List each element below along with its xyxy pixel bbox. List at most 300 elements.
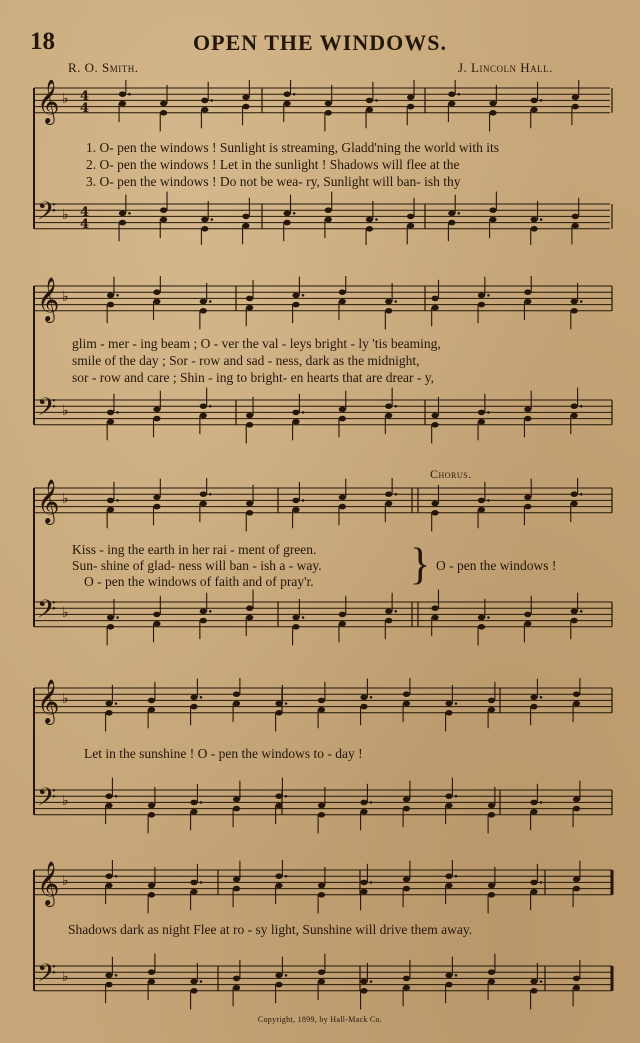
dot [394, 493, 397, 496]
note-head [105, 883, 112, 889]
note-head [573, 976, 580, 982]
note-head [573, 806, 580, 812]
note-head [448, 101, 455, 107]
note-head [524, 612, 531, 618]
note-head [153, 407, 160, 413]
note-head [148, 698, 155, 704]
note-head [148, 969, 155, 975]
note-head [105, 873, 112, 879]
note-head [571, 501, 578, 507]
note-head [385, 299, 392, 305]
dot [116, 411, 119, 414]
lyric-line-verse-1: glim - mer - ing beam ; O - ver the val - leys bright - ly 'tis beaming, [72, 336, 441, 351]
note-head [233, 691, 240, 697]
note-head [431, 305, 438, 311]
dot [394, 300, 397, 303]
note-head [573, 701, 580, 707]
lyric-line-chorus: Let in the sunshine ! O - pen the windows to - day ! [84, 746, 363, 761]
note-head [242, 214, 249, 220]
note-head [190, 809, 197, 815]
note-head [275, 982, 282, 988]
note-head [201, 107, 208, 113]
note-head [488, 969, 495, 975]
note-head [201, 98, 208, 104]
note-head [403, 691, 410, 697]
dot [458, 93, 461, 96]
note-head [488, 698, 495, 704]
dot [211, 218, 214, 221]
note-head [325, 217, 332, 223]
dot [580, 405, 583, 408]
note-head [385, 609, 392, 615]
note-head [318, 979, 325, 985]
note-head [339, 612, 346, 618]
dot [285, 702, 288, 705]
note-head [292, 302, 299, 308]
note-head [478, 419, 485, 425]
note-head [385, 308, 392, 314]
note-head [488, 979, 495, 985]
dot [394, 610, 397, 613]
dot [302, 616, 305, 619]
note-head [403, 976, 410, 982]
dot [540, 980, 543, 983]
treble-clef-icon: 𝄞 [37, 277, 60, 322]
note-head [292, 615, 299, 621]
note-head [530, 889, 537, 895]
note-head [531, 217, 538, 223]
note-head [148, 892, 155, 898]
note-head [190, 988, 197, 994]
note-head [200, 491, 207, 497]
note-head [242, 223, 249, 229]
note-head [488, 803, 495, 809]
flat-icon: ♭ [62, 288, 69, 305]
note-head [284, 91, 291, 97]
dot [487, 294, 490, 297]
flat-icon: ♭ [62, 690, 69, 707]
note-head [524, 504, 531, 510]
lyric-line-verse-1: 1. O- pen the windows ! Sunlight is streaming, Gladd'ning the world with its [86, 140, 500, 155]
dot [128, 212, 131, 215]
lyric-line-verse-2: Sun- shine of glad- ness will ban - ish a - way. [72, 558, 322, 573]
note-head [478, 410, 485, 416]
note-head [385, 501, 392, 507]
note-head [360, 809, 367, 815]
note-head [246, 296, 253, 302]
note-head [531, 226, 538, 232]
note-head [160, 217, 167, 223]
note-head [573, 877, 580, 883]
flat-icon: ♭ [62, 968, 69, 985]
note-head [524, 416, 531, 422]
note-head [200, 609, 207, 615]
note-head [292, 410, 299, 416]
dot [394, 405, 397, 408]
note-head [407, 104, 414, 110]
note-head [524, 299, 531, 305]
flat-icon: ♭ [62, 402, 69, 419]
note-head [153, 289, 160, 295]
dot [370, 696, 373, 699]
dot [487, 616, 490, 619]
flat-icon: ♭ [62, 90, 69, 107]
note-head [246, 422, 253, 428]
note-head [339, 416, 346, 422]
note-head [445, 701, 452, 707]
note-head [153, 612, 160, 618]
lyricist-credit: R. O. Smith. [68, 60, 139, 75]
dot [540, 696, 543, 699]
note-head [524, 621, 531, 627]
note-head [339, 407, 346, 413]
note-head [403, 701, 410, 707]
note-head [571, 618, 578, 624]
note-head [571, 308, 578, 314]
note-head [339, 299, 346, 305]
note-head [445, 793, 452, 799]
note-head [572, 223, 579, 229]
dot [209, 610, 212, 613]
note-head [530, 880, 537, 886]
note-head [148, 707, 155, 713]
note-head [119, 211, 126, 217]
note-head [284, 211, 291, 217]
note-head [105, 982, 112, 988]
note-head [524, 495, 531, 501]
note-head [292, 293, 299, 299]
note-head [571, 491, 578, 497]
note-head [366, 98, 373, 104]
note-head [572, 104, 579, 110]
note-head [200, 413, 207, 419]
lyric-line-verse-3: sor - row and care ; Shin - ing to bright- en hearts that are drear - y, [72, 370, 434, 385]
note-head [531, 98, 538, 104]
music-system-3 [0, 478, 640, 653]
note-head [318, 698, 325, 704]
note-head [448, 91, 455, 97]
note-head [119, 101, 126, 107]
note-head [105, 803, 112, 809]
note-head [325, 110, 332, 116]
note-head [448, 220, 455, 226]
note-head [200, 299, 207, 305]
note-head [431, 413, 438, 419]
flat-icon: ♭ [62, 872, 69, 889]
note-head [572, 95, 579, 101]
note-head [201, 217, 208, 223]
note-head [385, 413, 392, 419]
note-head [292, 419, 299, 425]
dot [200, 881, 203, 884]
note-head [107, 410, 114, 416]
bass-clef-icon: 𝄢 [37, 958, 57, 994]
note-head [107, 507, 114, 513]
note-head [572, 214, 579, 220]
note-head [233, 985, 240, 991]
dot [455, 875, 458, 878]
dot [115, 702, 118, 705]
note-head [107, 624, 114, 630]
note-head [233, 877, 240, 883]
dot [293, 93, 296, 96]
bass-clef-icon: 𝄢 [37, 392, 57, 428]
note-head [318, 969, 325, 975]
note-head [478, 507, 485, 513]
note-head [275, 803, 282, 809]
dot [209, 493, 212, 496]
flat-icon: ♭ [62, 206, 69, 223]
note-head [360, 979, 367, 985]
note-head [153, 504, 160, 510]
note-head [339, 495, 346, 501]
note-head [385, 491, 392, 497]
note-head [530, 704, 537, 710]
note-head [246, 615, 253, 621]
note-head [190, 880, 197, 886]
note-head [246, 413, 253, 419]
note-head [148, 803, 155, 809]
note-head [445, 710, 452, 716]
note-head [148, 979, 155, 985]
note-head [148, 812, 155, 818]
dot [540, 99, 543, 102]
dot [455, 702, 458, 705]
time-signature: 4 [80, 101, 90, 117]
chorus-label: Chorus. [430, 467, 472, 481]
note-head [275, 793, 282, 799]
music-system-4 [0, 678, 640, 838]
copyright-notice: Copyright, 1899, by Hall-Mack Co. [257, 1015, 383, 1024]
note-head [407, 214, 414, 220]
dot [370, 801, 373, 804]
note-head [153, 299, 160, 305]
lyric-line-verse-1: Kiss - ing the earth in her rai - ment of green. [72, 542, 317, 557]
dot [375, 99, 378, 102]
note-head [403, 886, 410, 892]
note-head [318, 803, 325, 809]
note-head [488, 892, 495, 898]
bass-clef-icon: 𝄢 [37, 594, 57, 630]
dot [540, 218, 543, 221]
note-head [233, 976, 240, 982]
lyric-line-verse-2: smile of the day ; Sor - row and sad - ness, dark as the midnight, [72, 353, 420, 368]
note-head [571, 413, 578, 419]
note-head [233, 886, 240, 892]
bass-clef-icon: 𝄢 [37, 782, 57, 818]
note-head [201, 226, 208, 232]
note-head [160, 101, 167, 107]
note-head [403, 806, 410, 812]
lyric-line-verse-2: 2. O- pen the windows ! Let in the sunlight ! Shadows will flee at the [86, 157, 460, 172]
dot [128, 93, 131, 96]
note-head [360, 695, 367, 701]
composer-credit: J. Lincoln Hall. [458, 60, 553, 75]
note-head [366, 107, 373, 113]
dot [200, 980, 203, 983]
note-head [105, 710, 112, 716]
note-head [360, 988, 367, 994]
note-head [190, 979, 197, 985]
note-head [360, 800, 367, 806]
note-head [246, 605, 253, 611]
note-head [200, 403, 207, 409]
dot [115, 875, 118, 878]
dot [211, 99, 214, 102]
note-head [489, 207, 496, 213]
dot [285, 875, 288, 878]
note-head [530, 800, 537, 806]
dot [116, 499, 119, 502]
note-head [200, 618, 207, 624]
note-head [153, 416, 160, 422]
dot [116, 294, 119, 297]
note-head [524, 407, 531, 413]
note-head [530, 809, 537, 815]
note-head [445, 873, 452, 879]
dot [293, 212, 296, 215]
treble-clef-icon: 𝄞 [37, 679, 60, 724]
time-signature: 4 [80, 204, 90, 220]
note-head [233, 797, 240, 803]
note-head [445, 982, 452, 988]
note-head [360, 880, 367, 886]
note-head [105, 793, 112, 799]
dot [285, 795, 288, 798]
note-head [190, 695, 197, 701]
dot [455, 974, 458, 977]
note-head [275, 973, 282, 979]
note-head [275, 710, 282, 716]
dot [580, 610, 583, 613]
dot [540, 881, 543, 884]
note-head [107, 302, 114, 308]
chorus-lyric: O - pen the windows ! [436, 558, 557, 573]
note-head [489, 110, 496, 116]
note-head [478, 302, 485, 308]
note-head [339, 504, 346, 510]
dot [540, 801, 543, 804]
note-head [530, 695, 537, 701]
note-head [403, 877, 410, 883]
flat-icon: ♭ [62, 792, 69, 809]
note-head [339, 621, 346, 627]
note-head [360, 704, 367, 710]
note-head [160, 207, 167, 213]
dot [375, 218, 378, 221]
note-head [478, 498, 485, 504]
note-head [478, 615, 485, 621]
note-head [105, 973, 112, 979]
note-head [478, 624, 485, 630]
note-head [233, 701, 240, 707]
dot [370, 980, 373, 983]
dot [580, 493, 583, 496]
dot [115, 795, 118, 798]
dot [302, 411, 305, 414]
note-head [571, 403, 578, 409]
flat-icon: ♭ [62, 604, 69, 621]
dot [302, 499, 305, 502]
dot [200, 696, 203, 699]
note-head [573, 797, 580, 803]
note-head [119, 220, 126, 226]
note-head [488, 812, 495, 818]
note-head [431, 605, 438, 611]
note-head [190, 889, 197, 895]
note-head [107, 615, 114, 621]
note-head [318, 892, 325, 898]
note-head [407, 223, 414, 229]
dot [455, 795, 458, 798]
dot [487, 499, 490, 502]
note-head [246, 501, 253, 507]
note-head [148, 883, 155, 889]
note-head [292, 624, 299, 630]
note-head [275, 883, 282, 889]
dot [116, 616, 119, 619]
note-head [242, 104, 249, 110]
note-head [571, 299, 578, 305]
note-head [531, 107, 538, 113]
note-head [153, 621, 160, 627]
music-system-5 [0, 860, 640, 1015]
dot [370, 881, 373, 884]
dot [209, 300, 212, 303]
note-head [233, 806, 240, 812]
note-head [284, 220, 291, 226]
note-head [107, 498, 114, 504]
note-head [190, 704, 197, 710]
lyric-line-chorus: Shadows dark as night Flee at ro - sy light, Sunshine will drive them away. [68, 922, 473, 937]
note-head [339, 289, 346, 295]
dot [487, 411, 490, 414]
verse-brace: } [410, 540, 431, 590]
note-head [242, 95, 249, 101]
note-head [385, 618, 392, 624]
note-head [385, 403, 392, 409]
note-head [275, 873, 282, 879]
note-head [360, 889, 367, 895]
music-system-2 [0, 276, 640, 446]
note-head [318, 707, 325, 713]
note-head [524, 289, 531, 295]
dot [209, 405, 212, 408]
dot [115, 974, 118, 977]
note-head [119, 91, 126, 97]
note-head [431, 296, 438, 302]
dot [285, 974, 288, 977]
note-head [105, 701, 112, 707]
music-system-1 [0, 80, 640, 245]
treble-clef-icon: 𝄞 [37, 80, 60, 124]
note-head [573, 691, 580, 697]
note-head [318, 883, 325, 889]
note-head [431, 615, 438, 621]
time-signature: 4 [80, 88, 90, 104]
note-head [448, 211, 455, 217]
note-head [445, 973, 452, 979]
note-head [571, 609, 578, 615]
dot [200, 801, 203, 804]
note-head [200, 501, 207, 507]
note-head [403, 797, 410, 803]
note-head [489, 217, 496, 223]
note-head [325, 101, 332, 107]
bass-clef-icon: 𝄢 [37, 196, 57, 232]
note-head [160, 110, 167, 116]
note-head [366, 226, 373, 232]
